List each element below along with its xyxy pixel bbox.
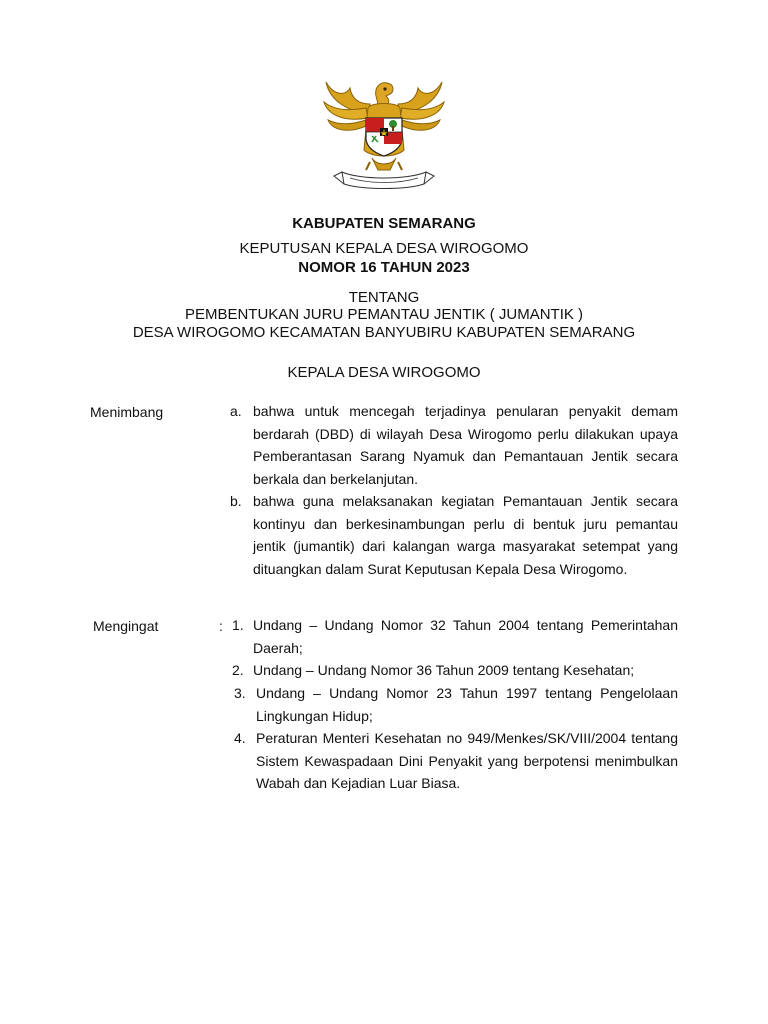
- decree-number: NOMOR 16 TAHUN 2023: [298, 259, 470, 276]
- list-item-text: Peraturan Menteri Kesehatan no 949/Menkes/SK/VIII/2004 tentang Sistem Kewaspadaan Dini Penyakit yang berpotensi menimbulkan Wabah dan Kejadian Luar Biasa.: [256, 730, 678, 792]
- list-item-text: bahwa guna melaksanakan kegiatan Pemantauan Jentik secara kontinyu dan berkesinambungan perlu di bentuk juru pemantau jentik (jumantik) dari kalangan warga masyarakat setempat yang dituangkan dalam Surat Keputusan Kepala Desa Wirogomo.: [253, 493, 678, 577]
- list-item-text: Undang – Undang Nomor 36 Tahun 2009 tentang Kesehatan;: [253, 662, 635, 678]
- regency-title: KABUPATEN SEMARANG: [292, 215, 476, 232]
- menimbang-item-a: [230, 400, 678, 490]
- list-marker: b.: [230, 493, 242, 509]
- list-marker: 3.: [234, 685, 246, 701]
- mengingat-colon: :: [219, 618, 223, 634]
- list-item-text: Undang – Undang Nomor 23 Tahun 1997 tentang Pengelolaan Lingkungan Hidup;: [256, 685, 678, 724]
- subject-line-1: PEMBENTUKAN JURU PEMANTAU JENTIK ( JUMANTIK ): [184, 306, 584, 323]
- mengingat-item-4: [230, 727, 678, 795]
- menimbang-item-b: [230, 490, 678, 580]
- list-marker: 1.: [232, 617, 244, 633]
- list-marker: 4.: [234, 730, 246, 746]
- issuer-title: KEPALA DESA WIROGOMO: [287, 364, 481, 381]
- list-item-text: bahwa untuk mencegah terjadinya penularan penyakit demam berdarah (DBD) di wilayah Desa Wirogomo perlu dilakukan upaya Pemberantasan Sarang Nyamuk dan Pemantauan Jentik secara berkala dan berkelanjutan.: [253, 403, 678, 487]
- subject-line-2: DESA WIROGOMO KECAMATAN BANYUBIRU KABUPATEN SEMARANG: [132, 324, 636, 341]
- list-marker: 2.: [232, 662, 244, 678]
- garuda-pancasila-emblem-icon: [320, 74, 448, 190]
- mengingat-item-1: [230, 614, 678, 659]
- about-label: TENTANG: [348, 289, 420, 306]
- mengingat-item-3: [230, 682, 678, 727]
- menimbang-label: Menimbang: [90, 404, 164, 420]
- mengingat-label: Mengingat: [93, 618, 159, 634]
- list-item-text: Undang – Undang Nomor 32 Tahun 2004 tentang Pemerintahan Daerah;: [253, 617, 678, 656]
- decree-title: KEPUTUSAN KEPALA DESA WIROGOMO: [239, 240, 529, 257]
- list-marker: a.: [230, 403, 242, 419]
- mengingat-item-2: [230, 659, 678, 682]
